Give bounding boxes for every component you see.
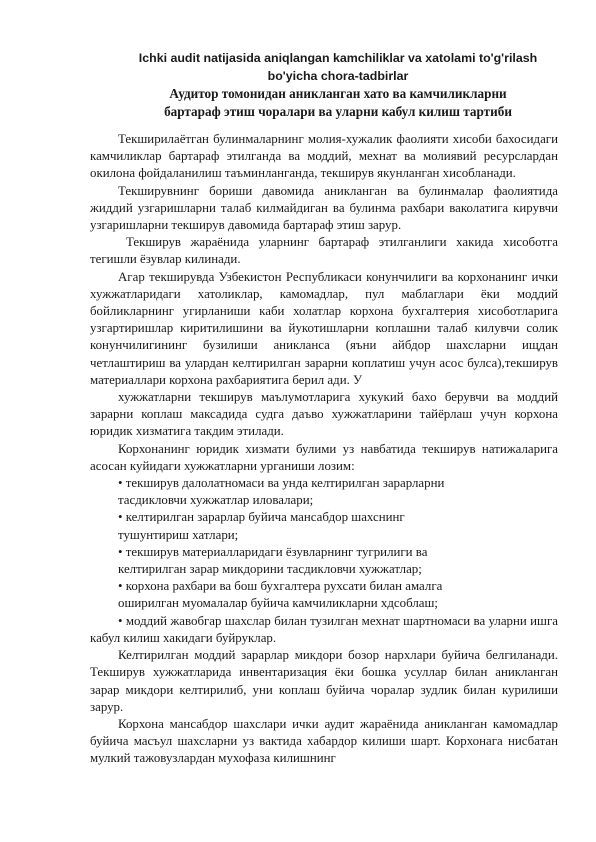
bullet-item-4-line-2: оширилган муомалалар буйича камчиликларни хдсоблаш; — [118, 596, 438, 611]
paragraph-7: Келтирилган моддий зарарлар микдори бозор нархлари буйича белгиланади. Текширув хужжатларида инвентаризация ёки бошка усуллар билан аникланган зарар микдори келтирилиб, уни коплаш буйича чоралар зудлик билан курилиши зарур. — [90, 648, 558, 714]
paragraph-5: хужжатларни текширув маълумотларига хукукий бахо берувчи ва моддий зарарни коплаш максадида судга даъво хужжатларини тайёрлаш учун корхона юридик хизматига такдим этилади. — [90, 390, 558, 439]
bullet-item-1-line-1: • текширув далолатномаси ва унда келтирилган зарарларни — [118, 476, 445, 491]
paragraph-2: Текширувнинг бориши давомида аникланган ва булинмалар фаолиятида жиддий узгаришларни талаб килмайдиган ва булинма рахбари ваколатига кирувчи узгаришларни текширув давомида бартараф этиш зарур. — [90, 183, 558, 233]
bullet-item-3-line-1: • текширув материалларидаги ёзувларнинг тугрилиги ва — [118, 544, 428, 559]
bullet-item-3-line-2: келтирилган зарар микдорини тасдикловчи хужжатлар; — [118, 562, 422, 577]
paragraph-6: Корхонанинг юридик хизмати булими уз навбатида текширув натижаларига асосан куйидаги хужжатларни урганиши лозим: — [90, 441, 558, 473]
heading-latin-line-2: bo'yicha chora-tadbirlar — [267, 68, 409, 83]
heading-latin-line-1: Ichki audit natijasida aniqlangan kamchiliklar va xatolami to'g'rilash — [138, 51, 538, 65]
bullet-item-5: • моддий жавобгар шахслар билан тузилган мехнат шартномаси ва уларни ишга кабул килиш хакидаги буйруклар. — [90, 613, 558, 645]
document-body — [90, 131, 558, 768]
paragraph-8: Корхона мансабдор шахслари ички аудит жараёнида аникланган камомадлар буйича масъул шахсларни уз вактида хабардор килиши шарт. Корхонага нисбатан мулкий тажовузлардан мухофаза килишнинг — [90, 716, 558, 766]
heading-cyrillic-line-2: бартараф этиш чоралари ва уларни кабул килиш тартиби — [164, 103, 512, 119]
paragraph-1: Текширилаётган булинмаларнинг молия-хужалик фаолияти хисоби бахосидаги камчиликлар бартараф этилганда ва моддий, мехнат ва молиявий ресурслардан окилона фойдаланилиш таъминланганда, текширув якунланган хисобланади. — [90, 132, 558, 181]
paragraph-4: Агар текширувда Узбекистон Республикаси конунчилиги ва корхонанинг ички хужжатларидаги хатоликлар, камомадлар, пул маблаглари ёки моддий бойликларнинг угирланиши каби холатлар корхона бухгалтерия хисоботларига узгартиришлар киритилишини ва йукотишларни коплашни талаб килувчи солик конунчилигининг бузилиши аникланса (яъни айбдор шахсларни ищдан четлаштириш ва улардан келтирилган зарарни коплатиш учун асос булса),текширув материаллари корхона рахбариятига берил ади. У — [90, 269, 558, 387]
document-heading — [118, 50, 558, 120]
bullet-item-1-line-2: тасдикловчи хужжатлар иловалари; — [118, 493, 314, 508]
bullet-item-2-line-1: • келтирилган зарарлар буйича мансабдор шахснинг — [118, 510, 405, 525]
bullet-item-4-line-1: • корхона рахбари ва бош бухгалтера рухсати билан амалга — [118, 579, 443, 594]
paragraph-3: Текширув жараёнида уларнинг бартараф этилганлиги хакида хисоботга тегишли ёзувлар килинади. — [90, 235, 558, 267]
heading-cyrillic-line-1: Аудитор томонидан аникланган хато ва камчиликларни — [169, 86, 507, 101]
bullet-item-2-line-2: тушунтириш хатлари; — [118, 527, 239, 542]
